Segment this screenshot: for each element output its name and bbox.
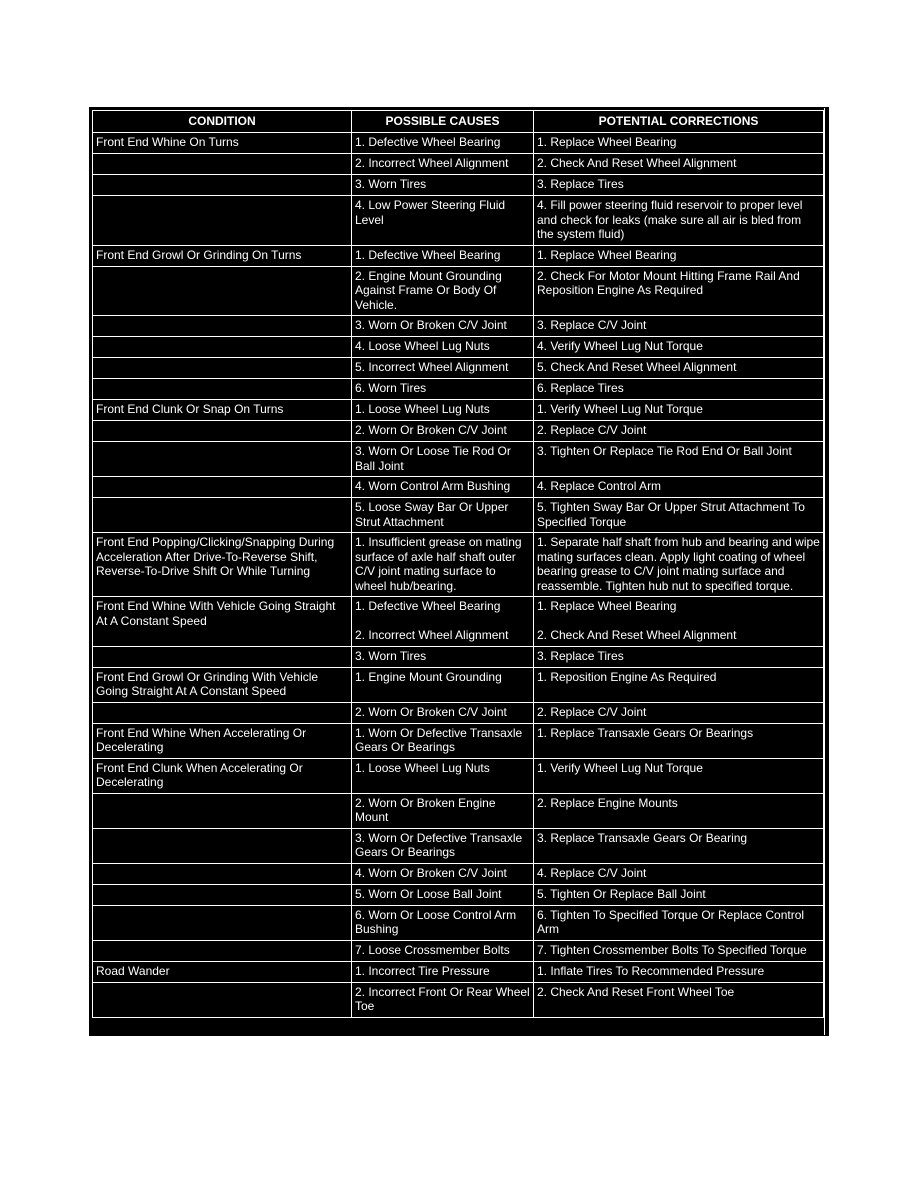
correction-cell: 1. Verify Wheel Lug Nut Torque: [534, 758, 824, 793]
correction-cell: 1. Inflate Tires To Recommended Pressure: [534, 961, 824, 982]
condition-cell: [93, 884, 352, 905]
condition-cell: [93, 793, 352, 828]
table-row: [93, 723, 824, 758]
cause-cell: 5. Worn Or Loose Ball Joint: [352, 884, 534, 905]
correction-cell: 6. Replace Tires: [534, 379, 824, 400]
correction-cell: 1. Replace Wheel Bearing: [534, 133, 824, 154]
table-row: [93, 442, 824, 477]
condition-cell: [93, 316, 352, 337]
correction-cell: 4. Verify Wheel Lug Nut Torque: [534, 337, 824, 358]
condition-cell: [93, 828, 352, 863]
cause-cell: 4. Worn Or Broken C/V Joint: [352, 863, 534, 884]
cause-cell: 1. Insufficient grease on mating surface of axle half shaft outer C/V joint mating surface to wheel hub/bearing.: [352, 533, 534, 597]
table-row: [93, 498, 824, 533]
cause-cell: 1. Defective Wheel Bearing: [352, 133, 534, 154]
table-row: [93, 863, 824, 884]
condition-cell: [93, 646, 352, 667]
cause-cell: 4. Worn Control Arm Bushing: [352, 477, 534, 498]
cause-cell: 1. Engine Mount Grounding: [352, 667, 534, 702]
condition-cell: [93, 175, 352, 196]
correction-cell: 2. Replace C/V Joint: [534, 702, 824, 723]
cause-cell: 4. Low Power Steering Fluid Level: [352, 196, 534, 246]
table-row: [93, 337, 824, 358]
table-header-row: [93, 111, 824, 133]
table-body: [93, 133, 824, 1018]
condition-cell: Front End Growl Or Grinding With Vehicle Going Straight At A Constant Speed: [93, 667, 352, 702]
table-row: [93, 646, 824, 667]
condition-cell: [93, 421, 352, 442]
condition-cell: [93, 196, 352, 246]
correction-cell: 3. Replace Tires: [534, 646, 824, 667]
table-row: [93, 400, 824, 421]
condition-cell: Front End Clunk When Accelerating Or Decelerating: [93, 758, 352, 793]
table-row: [93, 667, 824, 702]
cause-cell: 1. Incorrect Tire Pressure: [352, 961, 534, 982]
table-row: [93, 961, 824, 982]
cause-cell: 2. Worn Or Broken Engine Mount: [352, 793, 534, 828]
correction-cell: 6. Tighten To Specified Torque Or Replace Control Arm: [534, 905, 824, 940]
correction-cell: 2. Check And Reset Wheel Alignment: [534, 154, 824, 175]
cause-cell: 1. Loose Wheel Lug Nuts: [352, 758, 534, 793]
cause-cell: 6. Worn Or Loose Control Arm Bushing: [352, 905, 534, 940]
cause-cell: 4. Loose Wheel Lug Nuts: [352, 337, 534, 358]
cause-cell: 3. Worn Or Loose Tie Rod Or Ball Joint: [352, 442, 534, 477]
correction-cell: 4. Fill power steering fluid reservoir to proper level and check for leaks (make sure all air is bled from the system fluid): [534, 196, 824, 246]
table-row: [93, 379, 824, 400]
diagnosis-table-frame: [89, 107, 829, 1036]
condition-cell: [93, 863, 352, 884]
condition-cell: [93, 498, 352, 533]
cause-cell: 3. Worn Or Broken C/V Joint: [352, 316, 534, 337]
correction-cell: 4. Replace Control Arm: [534, 477, 824, 498]
condition-cell: [93, 940, 352, 961]
condition-cell: Front End Whine With Vehicle Going Straight At A Constant Speed: [93, 597, 352, 647]
table-row: [93, 982, 824, 1017]
correction-cell: 5. Tighten Or Replace Ball Joint: [534, 884, 824, 905]
condition-cell: [93, 154, 352, 175]
cause-cell: 2. Worn Or Broken C/V Joint: [352, 421, 534, 442]
table-row: [93, 175, 824, 196]
table-row: [93, 133, 824, 154]
table-row: [93, 758, 824, 793]
condition-cell: Front End Clunk Or Snap On Turns: [93, 400, 352, 421]
correction-cell: 2. Replace C/V Joint: [534, 421, 824, 442]
correction-cell: 3. Replace Tires: [534, 175, 824, 196]
cause-cell: 5. Incorrect Wheel Alignment: [352, 358, 534, 379]
cause-cell: 3. Worn Tires: [352, 175, 534, 196]
table-row: [93, 702, 824, 723]
cause-cell: 5. Loose Sway Bar Or Upper Strut Attachment: [352, 498, 534, 533]
table-row: [93, 597, 824, 647]
condition-cell: [93, 337, 352, 358]
cause-cell: 7. Loose Crossmember Bolts: [352, 940, 534, 961]
table-row: [93, 793, 824, 828]
correction-cell: 3. Replace C/V Joint: [534, 316, 824, 337]
condition-cell: [93, 982, 352, 1017]
cause-cell: 2. Incorrect Front Or Rear Wheel Toe: [352, 982, 534, 1017]
cause-cell: 1. Defective Wheel Bearing: [352, 245, 534, 266]
condition-cell: [93, 358, 352, 379]
table-row: [93, 533, 824, 597]
table-row: [93, 905, 824, 940]
correction-cell: 2. Replace Engine Mounts: [534, 793, 824, 828]
cause-cell: 6. Worn Tires: [352, 379, 534, 400]
correction-cell: 1. Replace Wheel Bearing 2. Check And Reset Wheel Alignment: [534, 597, 824, 647]
condition-cell: Front End Whine On Turns: [93, 133, 352, 154]
condition-cell: [93, 905, 352, 940]
table-row: [93, 477, 824, 498]
condition-cell: Front End Whine When Accelerating Or Decelerating: [93, 723, 352, 758]
correction-cell: 7. Tighten Crossmember Bolts To Specified Torque: [534, 940, 824, 961]
table-row: [93, 154, 824, 175]
correction-cell: 5. Tighten Sway Bar Or Upper Strut Attachment To Specified Torque: [534, 498, 824, 533]
correction-cell: 1. Separate half shaft from hub and bearing and wipe mating surfaces clean. Apply light coating of wheel bearing grease to C/V joint mating surface and reassemble. Tighten hub nut to specified torque.: [534, 533, 824, 597]
cause-cell: 3. Worn Or Defective Transaxle Gears Or Bearings: [352, 828, 534, 863]
correction-cell: 5. Check And Reset Wheel Alignment: [534, 358, 824, 379]
table-row: [93, 421, 824, 442]
header-condition: CONDITION: [93, 111, 352, 133]
correction-cell: 3. Replace Transaxle Gears Or Bearing: [534, 828, 824, 863]
correction-cell: 2. Check For Motor Mount Hitting Frame Rail And Reposition Engine As Required: [534, 266, 824, 316]
condition-cell: [93, 477, 352, 498]
table-row: [93, 884, 824, 905]
header-possible-causes: POSSIBLE CAUSES: [352, 111, 534, 133]
header-potential-corrections: POTENTIAL CORRECTIONS: [534, 111, 824, 133]
condition-cell: Front End Growl Or Grinding On Turns: [93, 245, 352, 266]
condition-cell: [93, 702, 352, 723]
table-row: [93, 358, 824, 379]
correction-cell: 3. Tighten Or Replace Tie Rod End Or Ball Joint: [534, 442, 824, 477]
correction-cell: 1. Verify Wheel Lug Nut Torque: [534, 400, 824, 421]
cause-cell: 2. Engine Mount Grounding Against Frame Or Body Of Vehicle.: [352, 266, 534, 316]
correction-cell: 1. Reposition Engine As Required: [534, 667, 824, 702]
condition-cell: [93, 442, 352, 477]
cause-cell: 2. Worn Or Broken C/V Joint: [352, 702, 534, 723]
cause-cell: 1. Worn Or Defective Transaxle Gears Or Bearings: [352, 723, 534, 758]
cause-cell: 1. Loose Wheel Lug Nuts: [352, 400, 534, 421]
correction-cell: 4. Replace C/V Joint: [534, 863, 824, 884]
correction-cell: 1. Replace Wheel Bearing: [534, 245, 824, 266]
diagnosis-table: [92, 110, 824, 1018]
table-row: [93, 196, 824, 246]
condition-cell: Road Wander: [93, 961, 352, 982]
table-row: [93, 940, 824, 961]
condition-cell: [93, 266, 352, 316]
condition-cell: [93, 379, 352, 400]
correction-cell: 1. Replace Transaxle Gears Or Bearings: [534, 723, 824, 758]
cause-cell: 2. Incorrect Wheel Alignment: [352, 154, 534, 175]
correction-cell: 2. Check And Reset Front Wheel Toe: [534, 982, 824, 1017]
table-row: [93, 266, 824, 316]
cause-cell: 3. Worn Tires: [352, 646, 534, 667]
condition-cell: Front End Popping/Clicking/Snapping During Acceleration After Drive-To-Reverse Shift, Reverse-To-Drive Shift Or While Turning: [93, 533, 352, 597]
table-row: [93, 828, 824, 863]
table-row: [93, 245, 824, 266]
cause-cell: 1. Defective Wheel Bearing 2. Incorrect Wheel Alignment: [352, 597, 534, 647]
table-row: [93, 316, 824, 337]
